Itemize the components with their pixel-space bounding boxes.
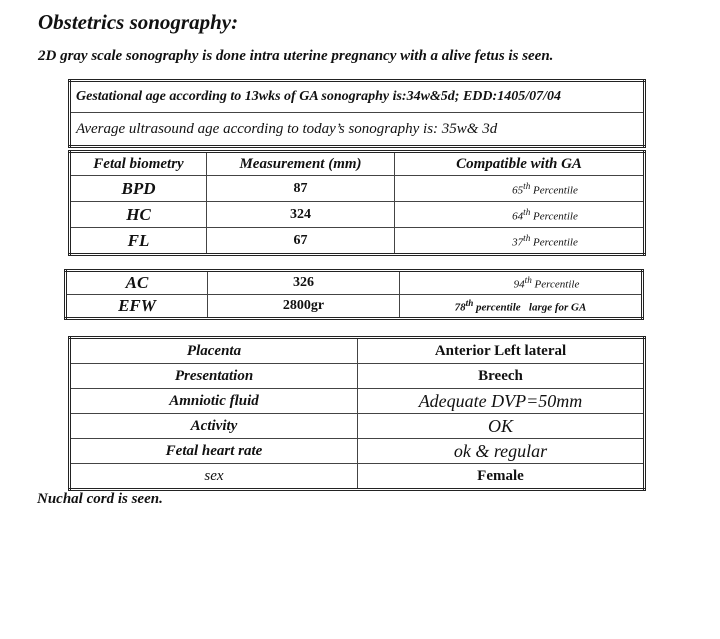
fetal-biometry-table [68,150,646,256]
row-label: Amniotic fluid [70,389,358,414]
row-label: Fetal heart rate [70,439,358,464]
biometry-percentile: 37th Percentile [395,228,645,255]
header-fetal-biometry: Fetal biometry [70,152,207,176]
table-row [66,295,643,319]
row-label: sex [70,464,358,490]
table-row [70,338,645,364]
gestational-age-box [68,79,646,148]
ac-efw-table [64,269,644,320]
page-title: Obstetrics sonography: [38,10,239,34]
biometry-value: 67 [207,228,395,255]
biometry-name: HC [70,202,207,228]
table-row [70,414,645,439]
table-row [66,271,643,295]
row-label: Presentation [70,364,358,389]
table-row [70,202,645,228]
row-value: Anterior Left lateral [358,338,645,364]
row-value: Adequate DVP=50mm [358,389,645,414]
footer-note: Nuchal cord is seen. [37,491,163,507]
measure-value: 326 [208,271,400,295]
table-row [70,176,645,202]
header-measurement: Measurement (mm) [207,152,395,176]
intro-text: 2D gray scale sonography is done intra uterine pregnancy with a alive fetus is seen. [38,48,554,64]
measure-percentile: 94th Percentile [400,271,643,295]
row-label: Placenta [70,338,358,364]
biometry-name: FL [70,228,207,255]
table-row [70,464,645,490]
placenta-table [68,336,646,491]
row-value: Breech [358,364,645,389]
measure-value: 2800gr [208,295,400,319]
ga-line-2: Average ultrasound age according to today’s sonography is: 35w& 3d [70,113,645,147]
measure-percentile: 78th percentile large for GA [400,295,643,319]
row-value: OK [358,414,645,439]
row-label: Activity [70,414,358,439]
table-row [70,389,645,414]
table-row [70,439,645,464]
table-row [70,364,645,389]
ga-line-1: Gestational age according to 13wks of GA sonography is:34w&5d; EDD:1405/07/04 [70,81,645,113]
row-value: ok & regular [358,439,645,464]
biometry-percentile: 64th Percentile [395,202,645,228]
biometry-name: BPD [70,176,207,202]
row-value: Female [358,464,645,490]
header-compatible: Compatible with GA [395,152,645,176]
biometry-percentile: 65th Percentile [395,176,645,202]
measure-name: EFW [66,295,208,319]
table-row [70,228,645,255]
measure-name: AC [66,271,208,295]
biometry-value: 87 [207,176,395,202]
biometry-value: 324 [207,202,395,228]
